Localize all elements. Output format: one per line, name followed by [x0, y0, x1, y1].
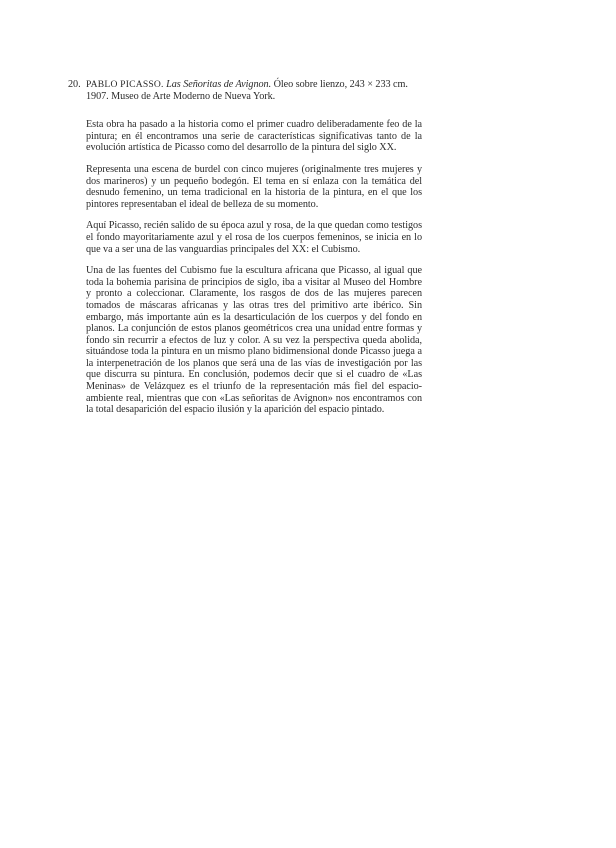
paragraph: Aquí Picasso, recién salido de su época azul y rosa, de la que quedan como testigos el fondo mayoritariamente azul y el rosa de los cuerpos femeninos, se inicia en lo que va a ser una de las vanguardias principales del XX: el Cubismo. — [86, 220, 422, 255]
caption-work-title: Las Señoritas de Avignon. — [166, 79, 272, 90]
caption-number: 20. — [68, 79, 81, 90]
text-block — [68, 79, 422, 426]
caption-details: Óleo sobre lienzo, 243 × 233 cm. 1907. Museo de Arte Moderno de Nueva York. — [86, 79, 408, 102]
caption-artist: PABLO PICASSO. — [86, 79, 164, 90]
paragraph: Representa una escena de burdel con cinco mujeres (originalmente tres mujeres y dos marineros) y un pequeño bodegón. El tema en sí enlaza con la temática del desnudo femenino, un tema tradicional en la historia de la pintura, en el que los pintores representaban el ideal de belleza de su momento. — [86, 163, 422, 210]
paragraph: Esta obra ha pasado a la historia como el primer cuadro deliberadamente feo de la pintura; en él encontramos una serie de características significativas tanto de la evolución artística de Picasso como del desarrollo de la pintura del siglo XX. — [86, 119, 422, 154]
figure-caption — [68, 79, 422, 102]
paragraph: Una de las fuentes del Cubismo fue la escultura africana que Picasso, al igual que toda la bohemia parisina de principios de siglo, iba a visitar al Museo del Hombre y pronto a coleccionar. Claramente, los rasgos de dos de las mujeres parecen tomados de máscaras africanas y las otras tres del primitivo arte ibérico. Sin embargo, más importante aún es la desarticulación de los cuerpos y del fondo en planos. La conjunción de estos planos geométricos crea una unidad entre formas y fondo sin recurrir a efectos de luz y color. A su vez la perspectiva queda abolida, situándose toda la pintura en un mismo plano bidimensional donde Picasso juega a la interpenetración de los planos que será una de las vías de investigación por las que discurra su pintura. En conclusión, podemos decir que si el cuadro de «Las Meninas» de Velázquez es el triunfo de la representación más fiel del espacio-ambiente real, mientras que con «Las señoritas de Avignon» nos encontramos con la total desaparición del espacio ilusión y la aparición del espacio pintado. — [86, 265, 422, 416]
